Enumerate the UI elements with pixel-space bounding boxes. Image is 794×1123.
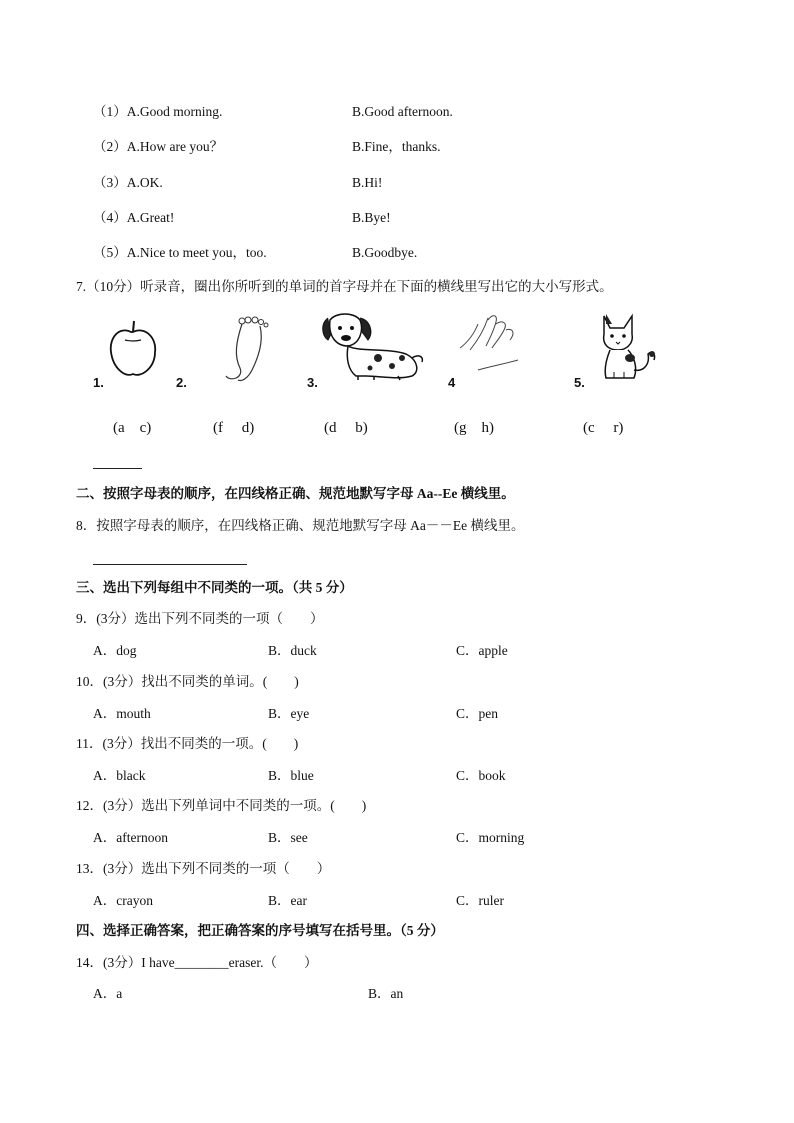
q6-row4-option-b: B.Bye! (352, 210, 391, 225)
q10-option-b[interactable]: B．eye (268, 706, 310, 721)
q8-answer-line[interactable] (93, 564, 247, 565)
picture-number-2: 2. (176, 375, 187, 390)
q7-stem: 7.（10分）听录音，圈出你所听到的单词的首字母并在下面的横线里写出它的大小写形式。 (76, 279, 613, 294)
section4-heading: 四、选择正确答案，把正确答案的序号填写在括号里。（5 分） (76, 923, 444, 938)
q8-stem: 8．按照字母表的顺序，在四线格正确、规范地默写字母 Aa－－Ee 横线里。 (76, 518, 525, 533)
q11-option-b[interactable]: B．blue (268, 768, 314, 783)
q7-choice-4: (g h) (454, 420, 494, 436)
q10-option-c[interactable]: C．pen (456, 706, 498, 721)
picture-number-1: 1. (93, 375, 104, 390)
q7-choice-2: (f d) (213, 420, 255, 436)
q10-option-a[interactable]: A．mouth (93, 706, 151, 721)
q14-stem: 14．(3分）I have________eraser.（ ） (76, 955, 318, 970)
q6-row1-option-a: （1）A.Good morning. (93, 104, 223, 119)
q7-choice-3: (d b) (324, 420, 368, 436)
q6-row3-option-a: （3）A.OK. (93, 175, 163, 190)
q11-option-c[interactable]: C．book (456, 768, 506, 783)
q6-row5-option-b: B.Goodbye. (352, 245, 418, 260)
q9-option-b[interactable]: B．duck (268, 643, 317, 658)
picture-number-5: 5. (574, 375, 585, 390)
q13-option-a[interactable]: A．crayon (93, 893, 153, 908)
q9-option-a[interactable]: A．dog (93, 643, 137, 658)
q6-row3-option-b: B.Hi! (352, 175, 383, 190)
q12-option-c[interactable]: C．morning (456, 830, 525, 845)
section3-heading: 三、选出下列每组中不同类的一项。（共 5 分） (76, 580, 353, 595)
q9-stem: 9．(3分）选出下列不同类的一项（ ） (76, 611, 324, 626)
q11-option-a[interactable]: A．black (93, 768, 146, 783)
q14-option-b[interactable]: B．an (368, 986, 404, 1001)
foot-icon (220, 312, 280, 384)
apple-icon (105, 318, 161, 382)
q14-option-a[interactable]: A．a (93, 986, 123, 1001)
q7-answer-line[interactable] (93, 468, 142, 469)
q11-stem: 11．(3分）找出不同类的一项。( ) (76, 736, 299, 751)
q7-choice-1: (a c) (113, 420, 152, 436)
q6-row4-option-a: （4）A.Great! (93, 210, 175, 225)
q10-stem: 10．(3分）找出不同类的单词。( ) (76, 674, 299, 689)
picture-number-4: 4 (448, 375, 456, 390)
q6-row2-option-a: （2）A.How are you？ (93, 139, 224, 154)
q13-option-c[interactable]: C．ruler (456, 893, 504, 908)
q12-stem: 12．(3分）选出下列单词中不同类的一项。( ) (76, 798, 367, 813)
q13-stem: 13．(3分）选出下列不同类的一项（ ） (76, 861, 331, 876)
q9-option-c[interactable]: C．apple (456, 643, 508, 658)
q6-row5-option-a: （5）A.Nice to meet you，too. (93, 245, 267, 260)
q13-option-b[interactable]: B．ear (268, 893, 307, 908)
picture-number-3: 3. (307, 375, 318, 390)
q12-option-b[interactable]: B．see (268, 830, 308, 845)
cat-icon (594, 310, 664, 382)
section2-heading: 二、按照字母表的顺序，在四线格正确、规范地默写字母 Aa--Ee 横线里。 (76, 486, 515, 501)
hand-icon (456, 312, 526, 378)
q12-option-a[interactable]: A．afternoon (93, 830, 168, 845)
q6-row1-option-b: B.Good afternoon. (352, 104, 453, 119)
q6-row2-option-b: B.Fine，thanks. (352, 139, 441, 154)
dog-icon (318, 310, 426, 382)
q7-choice-5: (c r) (583, 420, 624, 436)
